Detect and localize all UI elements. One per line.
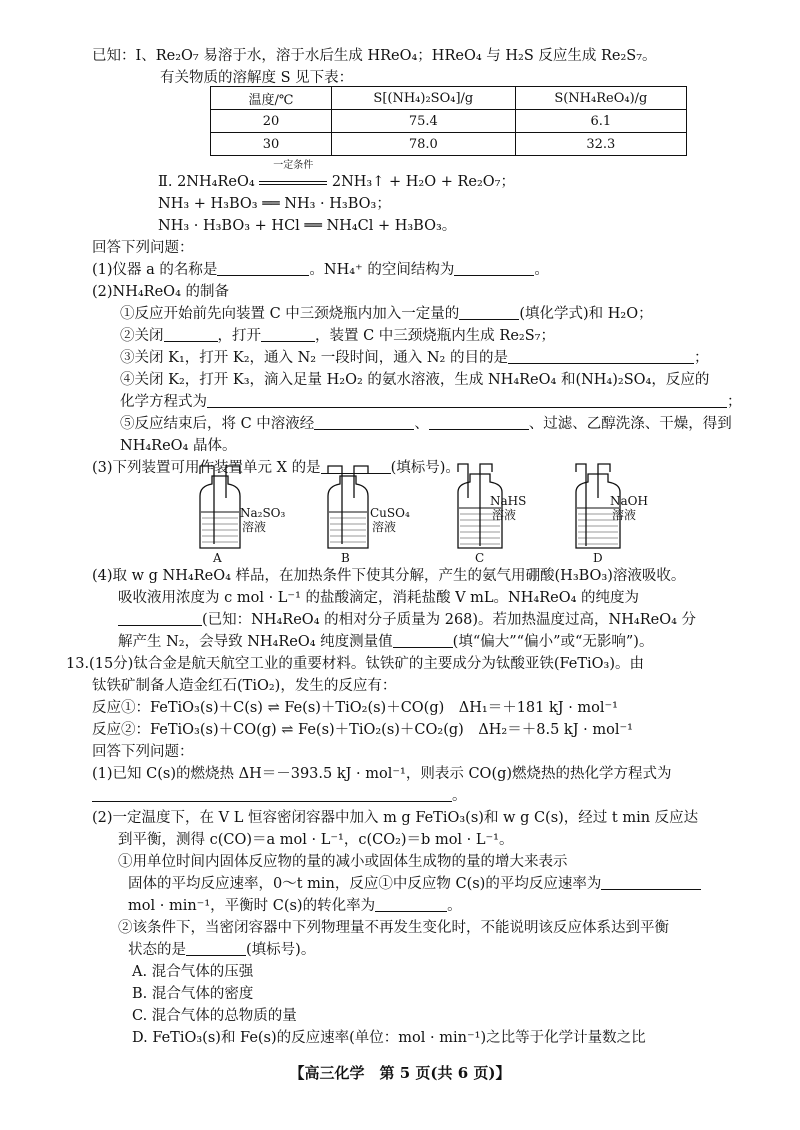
q13-reaction-1: 反应①：FeTiO₃(s)＋C(s) ⇌ Fe(s)＋TiO₂(s)＋CO(g) ΔH₁＝＋181 kJ · mol⁻¹ [92, 700, 618, 716]
q13-sub2-text: 状态的是 [128, 942, 186, 958]
answer-blank[interactable] [207, 393, 727, 408]
table-cell: 75.4 [332, 110, 516, 133]
reagent-sublabel: 溶液 [242, 520, 267, 534]
reagent-sublabel: 溶液 [612, 508, 637, 522]
q12-step4-text: 化学方程式为 [120, 394, 207, 410]
q13-header-2: 钛铁矿制备人造金红石(TiO₂)，发生的反应有： [92, 678, 397, 694]
table-header: S(NH₄ReO₄)/g [515, 87, 686, 110]
answer-blank[interactable] [92, 787, 452, 802]
apparatus-d [558, 462, 668, 566]
q13-part1-answer [92, 786, 467, 806]
option-d: D. FeTiO₃(s)和 Fe(s)的反应速率(单位：mol · min⁻¹)之比等于化学计量数之比 [132, 1030, 646, 1046]
q12-step5-text: ⑤反应结束后，将 C 中溶液经 [120, 416, 315, 432]
known-line-1: 已知：Ⅰ、Re₂O₇ 易溶于水，溶于水后生成 HReO₄；HReO₄ 与 H₂S 反应生成 Re₂S₇。 [92, 48, 657, 64]
reagent-sublabel: 溶液 [372, 520, 397, 534]
reagent-sublabel: 溶液 [492, 508, 517, 522]
equation-3: NH₃ · H₃BO₃ + HCl ══ NH₄Cl + H₃BO₃。 [158, 218, 457, 234]
q12-step1-text-2: (填化学式)和 H₂O； [519, 306, 653, 322]
table-header: 温度/℃ [211, 87, 332, 110]
q13-reaction-2: 反应②：FeTiO₃(s)＋CO(g) ⇌ Fe(s)＋TiO₂(s)＋CO₂(g) ΔH₂＝＋8.5 kJ · mol⁻¹ [92, 722, 633, 738]
option-letter: C [475, 551, 485, 565]
q13-sub1-line1: ①用单位时间内固体反应物的量的减小或固体生成物的量的增大来表示 [118, 854, 568, 870]
q12-part1 [92, 260, 549, 280]
q13-sub2-line2 [128, 940, 315, 960]
q12-step3 [120, 348, 708, 368]
q12-step2-text: ②关闭 [120, 328, 164, 344]
q12-step4-end: ； [727, 394, 742, 410]
answer-blank[interactable] [429, 415, 529, 430]
q12-part4-line1: (4)取 w g NH₄ReO₄ 样品，在加热条件下使其分解，产生的氨气用硼酸(H₃BO₃)溶液吸收。 [92, 568, 686, 584]
q13-sub1-line2 [128, 874, 701, 894]
reagent-label: NaOH [610, 494, 648, 508]
q12-step2 [120, 326, 555, 346]
q12-step5-cont: NH₄ReO₄ 晶体。 [120, 438, 237, 454]
reagent-label: NaHS [490, 494, 527, 508]
apparatus-b [308, 462, 418, 566]
q13-sub2-line1: ②该条件下，当密闭容器中下列物理量不再发生变化时，不能说明该反应体系达到平衡 [118, 920, 669, 936]
q13-part1-end: 。 [452, 788, 467, 804]
option-a: A. 混合气体的压强 [132, 964, 254, 980]
table-cell: 30 [211, 133, 332, 156]
q13-sub1-text-2: mol · min⁻¹，平衡时 C(s)的转化率为 [128, 898, 376, 914]
q12-part3-text: (3)下列装置可用作装置单元 X 的是 [92, 460, 321, 476]
equation-1 [158, 160, 515, 192]
q13-sub1-text: 固体的平均反应速率，0～t min，反应①中反应物 C(s)的平均反应速率为 [128, 876, 602, 892]
page-footer: 【高三化学 第 5 页(共 6 页)】 [289, 1064, 511, 1082]
q12-step4: ④关闭 K₂，打开 K₃，滴入足量 H₂O₂ 的氨水溶液，生成 NH₄ReO₄ 和(NH₄)₂SO₄，反应的 [120, 372, 710, 388]
q13-sub1-end: 。 [447, 898, 462, 914]
q12-part4-line3 [118, 610, 696, 630]
table-cell: 20 [211, 110, 332, 133]
option-letter: D [593, 551, 603, 565]
answer-blank[interactable] [601, 875, 701, 890]
table-row [211, 110, 687, 133]
q12-part4-line4 [118, 632, 653, 652]
apparatus-a [180, 462, 290, 566]
option-c: C. 混合气体的总物质的量 [132, 1008, 297, 1024]
q12-step3-end: ； [693, 350, 709, 366]
q13-sub1-line3 [128, 896, 462, 916]
q12-step1-text: ①反应开始前先向装置 C 中三颈烧瓶内加入一定量的 [120, 306, 460, 322]
reaction-condition: 一定条件 [273, 160, 314, 171]
equation-1-right: 2NH₃↑ + H₂O + Re₂O₇； [331, 174, 515, 190]
table-header: S[(NH₄)₂SO₄]/g [332, 87, 516, 110]
q12-step5 [120, 414, 732, 434]
q13-intro: 回答下列问题： [92, 744, 194, 760]
table-cell: 78.0 [332, 133, 516, 156]
reagent-label: CuSO₄ [370, 506, 410, 520]
q12-step1 [120, 304, 653, 324]
answer-blank[interactable] [459, 305, 519, 320]
answer-blank[interactable] [508, 349, 694, 364]
q12-intro: 回答下列问题： [92, 240, 194, 256]
q12-part1-text: (1)仪器 a 的名称是 [92, 262, 218, 278]
q12-part3-end: (填标号)。 [390, 460, 460, 476]
apparatus-c [440, 462, 550, 566]
q12-part2: (2)NH₄ReO₄ 的制备 [92, 284, 229, 300]
q12-part4-text-3: (填“偏大”“偏小”或“无影响”)。 [452, 634, 654, 650]
equation-2: NH₃ + H₃BO₃ ══ NH₃ · H₃BO₃； [158, 196, 391, 212]
q12-part4-text: (已知：NH₄ReO₄ 的相对分子质量为 268)。若加热温度过高，NH₄ReO₄ 分 [202, 612, 697, 628]
q12-step4-cont [120, 392, 742, 412]
known-line-2: 有关物质的溶解度 S 见下表： [160, 70, 354, 86]
q12-step3-text: ③关闭 K₁，打开 K₂，通入 N₂ 一段时间，通入 N₂ 的目的是 [120, 350, 508, 366]
q13-part2-line2: 到平衡，测得 c(CO)＝a mol · L⁻¹，c(CO₂)＝b mol · L⁻¹。 [118, 832, 514, 848]
answer-blank[interactable] [314, 415, 414, 430]
answer-blank[interactable] [118, 611, 202, 626]
option-b: B. 混合气体的密度 [132, 986, 254, 1002]
reagent-label: Na₂SO₃ [240, 506, 286, 520]
q12-step2-text-3: ，装置 C 中三颈烧瓶内生成 Re₂S₇； [315, 328, 555, 344]
option-letter: A [213, 551, 222, 565]
answer-blank[interactable] [454, 261, 534, 276]
q13-part2-line1: (2)一定温度下，在 V L 恒容密闭容器中加入 m g FeTiO₃(s)和 w g C(s)，经过 t min 反应达 [92, 810, 699, 826]
answer-blank[interactable] [375, 897, 447, 912]
q12-step5-text-2: 、过滤、乙醇洗涤、干燥，得到 [528, 416, 732, 432]
q12-part4-text-2: 解产生 N₂，会导致 NH₄ReO₄ 纯度测量值 [118, 634, 393, 650]
q12-part4-line2: 吸收液用浓度为 c mol · L⁻¹ 的盐酸滴定，消耗盐酸 V mL。NH₄ReO₄ 的纯度为 [118, 590, 640, 606]
table-cell: 6.1 [515, 110, 686, 133]
table-cell: 32.3 [515, 133, 686, 156]
q12-step2-text-2: ，打开 [217, 328, 261, 344]
q13-sub2-end: (填标号)。 [246, 942, 316, 958]
equation-1-left: Ⅱ. 2NH₄ReO₄ [158, 174, 255, 190]
q13-header-1: 13.(15分)钛合金是航天航空工业的重要材料。钛铁矿的主要成分为钛酸亚铁(FeTiO₃)。由 [66, 656, 644, 672]
answer-blank[interactable] [186, 941, 246, 956]
option-letter: B [341, 551, 350, 565]
table-row [211, 87, 687, 110]
answer-blank[interactable] [261, 327, 315, 342]
q12-step5-sep: 、 [414, 416, 429, 432]
equals-sign [259, 181, 327, 185]
q12-part1-end: 。 [534, 262, 549, 278]
solubility-table [210, 86, 687, 156]
answer-blank[interactable] [164, 327, 218, 342]
answer-blank[interactable] [217, 261, 309, 276]
q13-part1: (1)已知 C(s)的燃烧热 ΔH＝－393.5 kJ · mol⁻¹，则表示 CO(g)燃烧热的热化学方程式为 [92, 766, 672, 782]
q12-part1-text-2: 。NH₄⁺ 的空间结构为 [309, 262, 455, 278]
table-row [211, 133, 687, 156]
answer-blank[interactable] [393, 633, 453, 648]
